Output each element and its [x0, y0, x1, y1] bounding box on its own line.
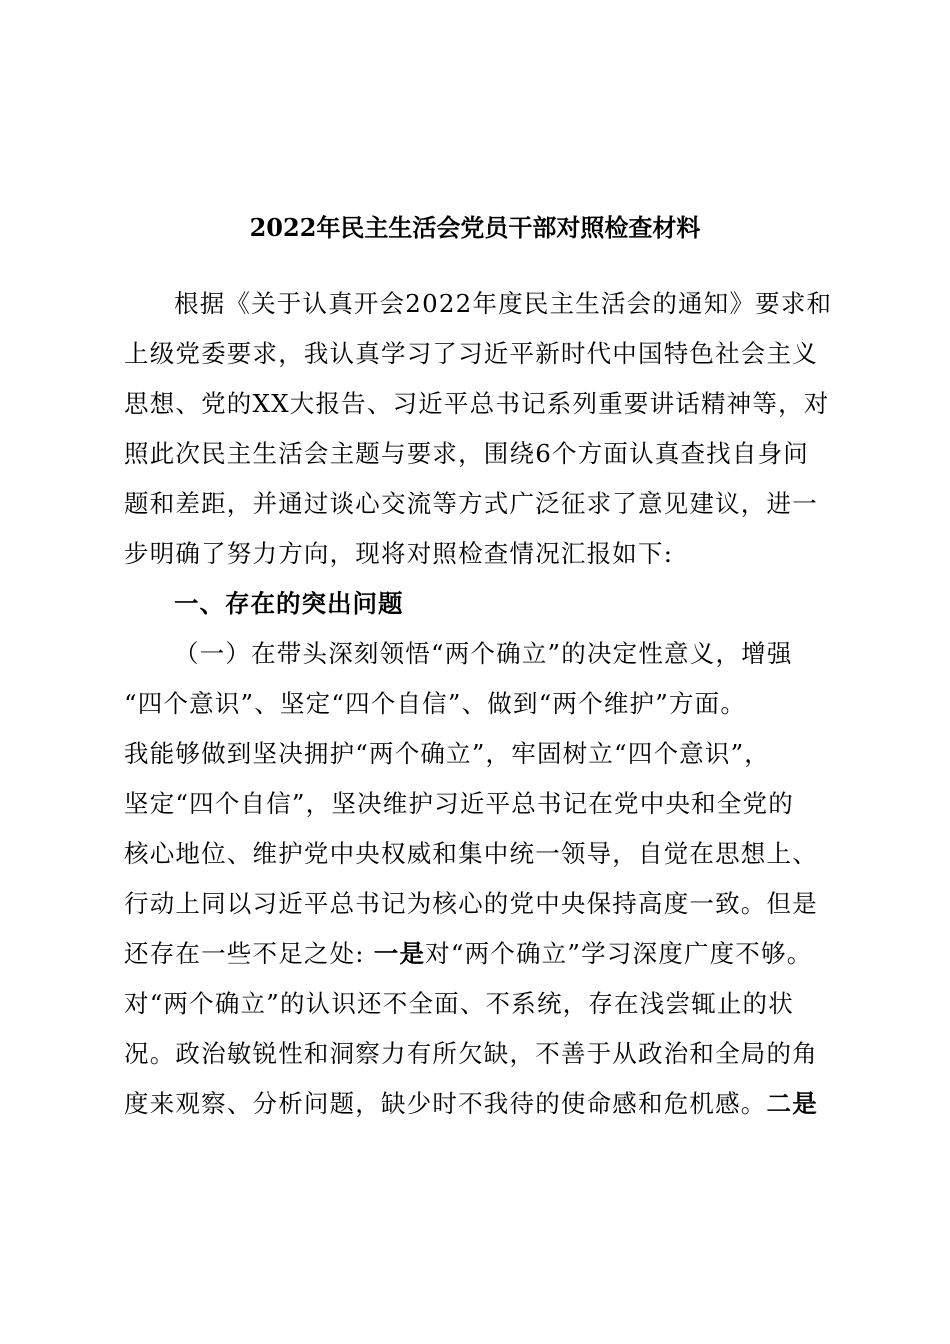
subsection-line: “四个意识”、坚定“四个自信”、做到“两个维护”方面。	[124, 689, 747, 718]
body-text: 度来观察、分析问题，缺少时不我待的使命感和危机感。	[124, 1089, 767, 1118]
intro-line: 步明确了努力方向，现将对照检查情况汇报如下:	[124, 539, 674, 568]
body-line: 行动上同以习近平总书记为核心的党中央保持高度一致。但是	[124, 889, 818, 918]
body-line: 核心地位、维护党中央权威和集中统一领导，自觉在思想上、	[124, 839, 818, 868]
emphasis-first: 一是	[373, 939, 426, 968]
section-heading: 一、存在的突出问题	[174, 589, 404, 618]
intro-line: 根据《关于认真开会2022年度民主生活会的通知》要求和	[174, 289, 833, 318]
body-text: 对“两个确立”学习深度广度不够。	[425, 939, 813, 968]
body-line: 我能够做到坚决拥护“两个确立”，牢固树立“四个意识”，	[124, 739, 770, 768]
body-line: 况。政治敏锐性和洞察力有所欠缺，不善于从政治和全局的角	[124, 1039, 818, 1068]
body-line-with-emphasis	[124, 932, 812, 976]
document-title: 2022年民主生活会党员干部对照检查材料	[249, 213, 701, 242]
body-line: 对“两个确立”的认识还不全面、不系统，存在浅尝辄止的状	[124, 989, 794, 1018]
body-line: 坚定“四个自信”，坚决维护习近平总书记在党中央和全党的	[124, 789, 794, 818]
body-line-with-emphasis	[124, 1082, 818, 1126]
intro-line: 题和差距，并通过谈心交流等方式广泛征求了意见建议，进一	[124, 489, 818, 518]
subsection-line: （一）在带头深刻领悟“两个确立”的决定性意义，增强	[174, 639, 793, 668]
body-text: 还存在一些不足之处:	[124, 939, 374, 968]
emphasis-second: 二是	[766, 1089, 818, 1118]
intro-line: 思想、党的XX大报告、习近平总书记系列重要讲话精神等，对	[124, 389, 830, 418]
intro-line: 照此次民主生活会主题与要求，围绕6个方面认真查找自身问	[124, 439, 809, 468]
intro-line: 上级党委要求，我认真学习了习近平新时代中国特色社会主义	[124, 339, 818, 368]
